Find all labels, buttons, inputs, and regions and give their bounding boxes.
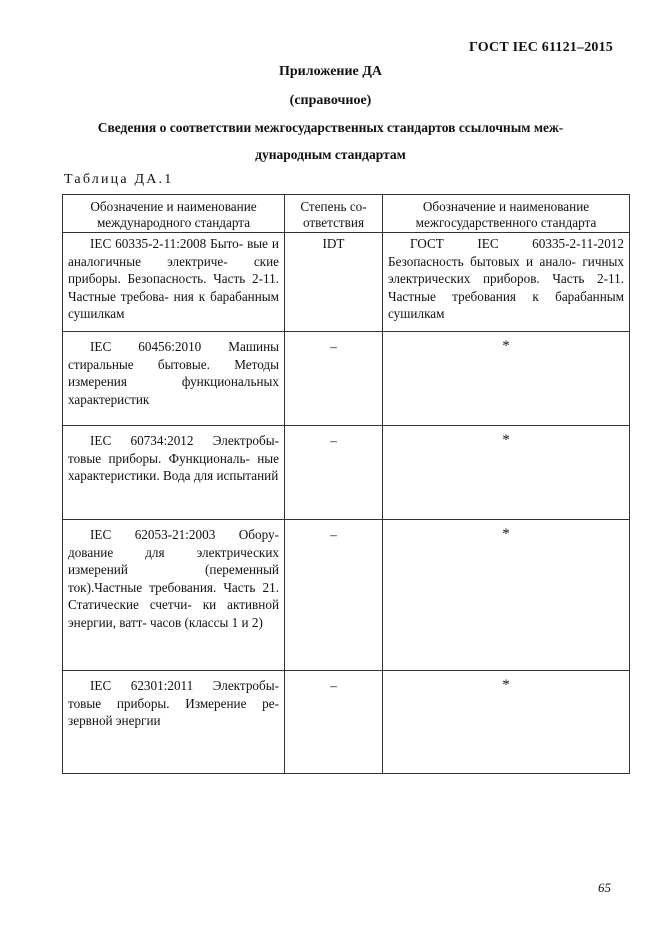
interstate-standard-cell: * — [383, 426, 630, 520]
international-standard-cell: IEC 60456:2010 Машины стиральные бытовые. Методы измерения функциональных характеристик — [63, 332, 285, 426]
interstate-standard-cell: * — [383, 332, 630, 426]
international-standard-cell: IEC 62301:2011 Электробы- товые приборы. Измерение ре- зервной энергии — [63, 671, 285, 774]
table-row — [63, 426, 630, 520]
interstate-standard-cell: * — [383, 671, 630, 774]
degree-cell: – — [285, 671, 383, 774]
appendix-title: Приложение ДА — [278, 64, 383, 79]
page-number: 65 — [598, 880, 611, 895]
international-standard-cell: IEC 62053-21:2003 Обору- дование для электрических измерений (переменный ток).Частные требования. Часть 21. Статические счетчи- ки активной энергии, ватт- часов (классы 1 и 2) — [63, 520, 285, 671]
degree-cell: – — [285, 332, 383, 426]
column-header-degree: Степень со- ответствия — [285, 195, 383, 233]
degree-cell: – — [285, 520, 383, 671]
degree-cell: IDT — [285, 233, 383, 332]
interstate-standard-cell: ГОСТ IEC 60335-2-11-2012 Безопасность бытовых и анало- гичных электрических приборов. Часть 2-11. Частные требования к барабанным сушилкам — [383, 233, 630, 332]
appendix-type: (справочное) — [289, 93, 372, 108]
appendix-heading-line-2: дународным стандартам — [255, 147, 406, 162]
column-header-interstate: Обозначение и наименование межгосударственного стандарта — [383, 195, 630, 233]
column-header-international: Обозначение и наименование международного стандарта — [63, 195, 285, 233]
table-header-row — [63, 195, 630, 233]
degree-cell: – — [285, 426, 383, 520]
table-caption: Таблица ДА.1 — [64, 172, 174, 187]
table-row — [63, 671, 630, 774]
interstate-standard-cell: * — [383, 520, 630, 671]
table-row — [63, 332, 630, 426]
international-standard-cell: IEC 60335-2-11:2008 Быто- вые и аналогичные электриче- ские приборы. Безопасность. Часть 2-11. Частные требова- ния к барабанным сушилкам — [63, 233, 285, 332]
table-row — [63, 233, 630, 332]
international-standard-cell: IEC 60734:2012 Электробы- товые приборы. Функциональ- ные характеристики. Вода для испытаний — [63, 426, 285, 520]
standards-correspondence-table — [62, 194, 630, 774]
table-row — [63, 520, 630, 671]
document-code: ГОСТ IEC 61121–2015 — [469, 40, 613, 55]
appendix-heading-line-1: Сведения о соответствии межгосударственных стандартов ссылочным меж- — [97, 120, 564, 135]
